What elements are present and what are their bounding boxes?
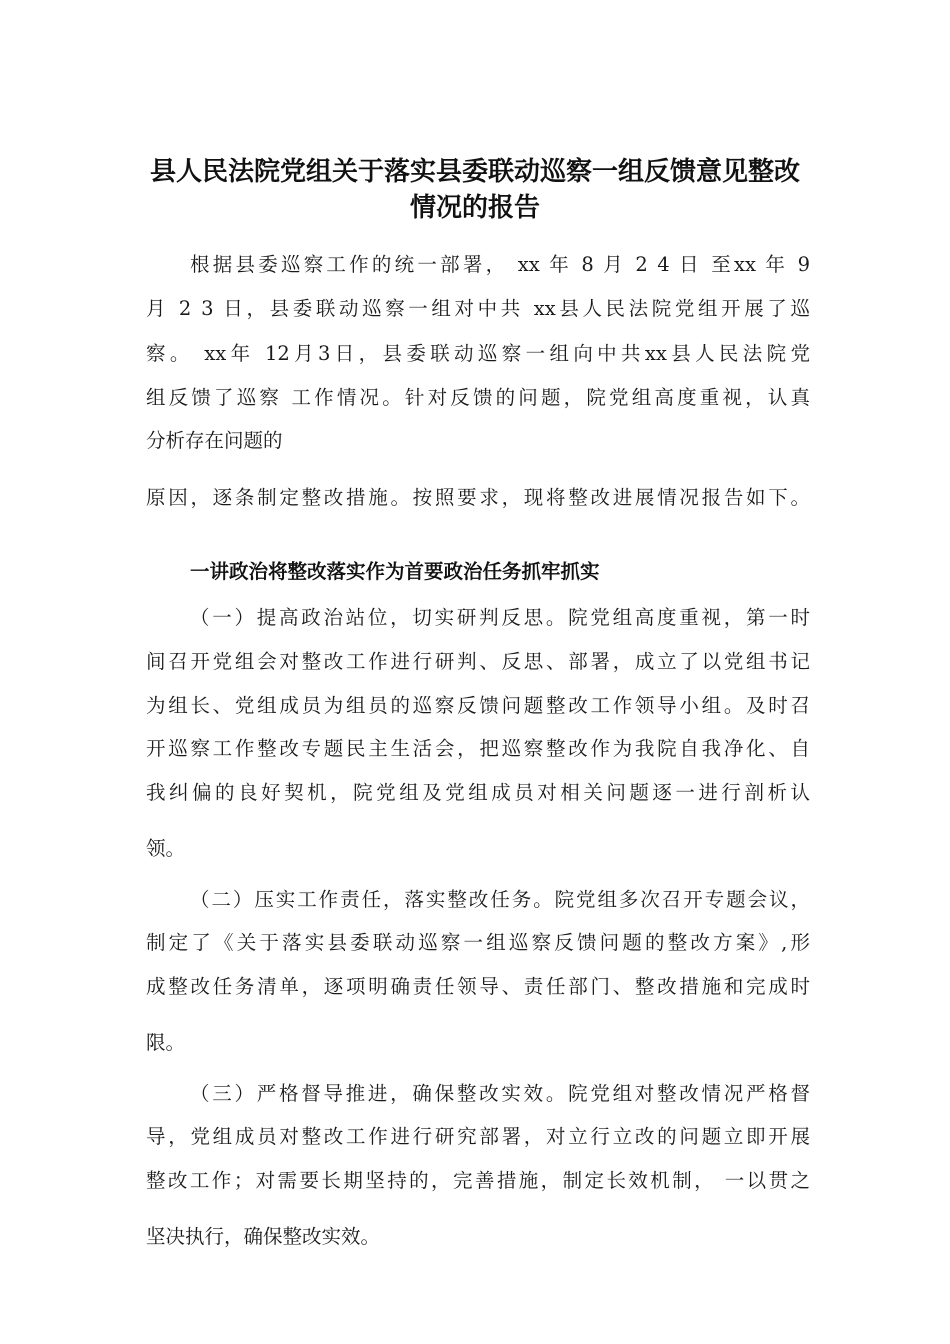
document-title-line-1: 县人民法院党组关于落实县委联动巡察一组反馈意见整改: [149, 157, 800, 187]
intro-line-6: 原因，逐条制定整改措施。按照要求，现将整改进展情况报告如下。: [146, 486, 810, 509]
para-1-line-5: 我纠偏的良好契机，院党组及党组成员对相关问题逐一进行剖析认: [146, 781, 810, 804]
para-1-line-6: 领。: [146, 837, 186, 860]
para-3-line-2: 导，党组成员对整改工作进行研究部署，对立行立改的问题立即开展: [146, 1125, 810, 1148]
para-2-line-3: 成整改任务清单，逐项明确责任领导、责任部门、整改措施和完成时: [146, 975, 810, 998]
para-3-line-4: 坚决执行，确保整改实效。: [146, 1225, 381, 1248]
para-2-line-1: （二）压实工作责任，落实整改任务。院党组多次召开专题会议，: [190, 888, 810, 911]
para-1-line-1: （一）提高政治站位，切实研判反思。院党组高度重视，第一时: [190, 606, 810, 629]
intro-line-3: 察。 xx年 12月3日，县委联动巡察一组向中共xx县人民法院党: [146, 342, 810, 365]
intro-line-4: 组反馈了巡察 工作情况。针对反馈的问题，院党组高度重视，认真: [146, 386, 810, 409]
document-title-line-2: 情况的报告: [409, 193, 540, 223]
para-2-line-4: 限。: [146, 1031, 186, 1054]
para-2-line-2: 制定了《关于落实县委联动巡察一组巡察反馈问题的整改方案》,形: [146, 931, 810, 954]
para-1-line-3: 为组长、党组成员为组员的巡察反馈问题整改工作领导小组。及时召: [146, 694, 810, 717]
para-1-line-4: 开巡察工作整改专题民主生活会，把巡察整改作为我院自我净化、自: [146, 737, 810, 760]
intro-line-1: 根据县委巡察工作的统一部署， xx 年 8 月 2 4 日 至xx 年 9: [190, 253, 810, 276]
section-1-heading: 一讲政治将整改落实作为首要政治任务抓牢抓实: [190, 560, 600, 583]
para-3-line-1: （三）严格督导推进，确保整改实效。院党组对整改情况严格督: [190, 1082, 810, 1105]
para-3-line-3: 整改工作；对需要长期坚持的，完善措施，制定长效机制， 一以贯之: [146, 1169, 810, 1192]
intro-line-2: 月 2 3 日，县委联动巡察一组对中共 xx县人民法院党组开展了巡: [146, 297, 810, 320]
para-1-line-2: 间召开党组会对整改工作进行研判、反思、部署，成立了以党组书记: [146, 650, 810, 673]
intro-line-5: 分析存在问题的: [146, 429, 283, 452]
